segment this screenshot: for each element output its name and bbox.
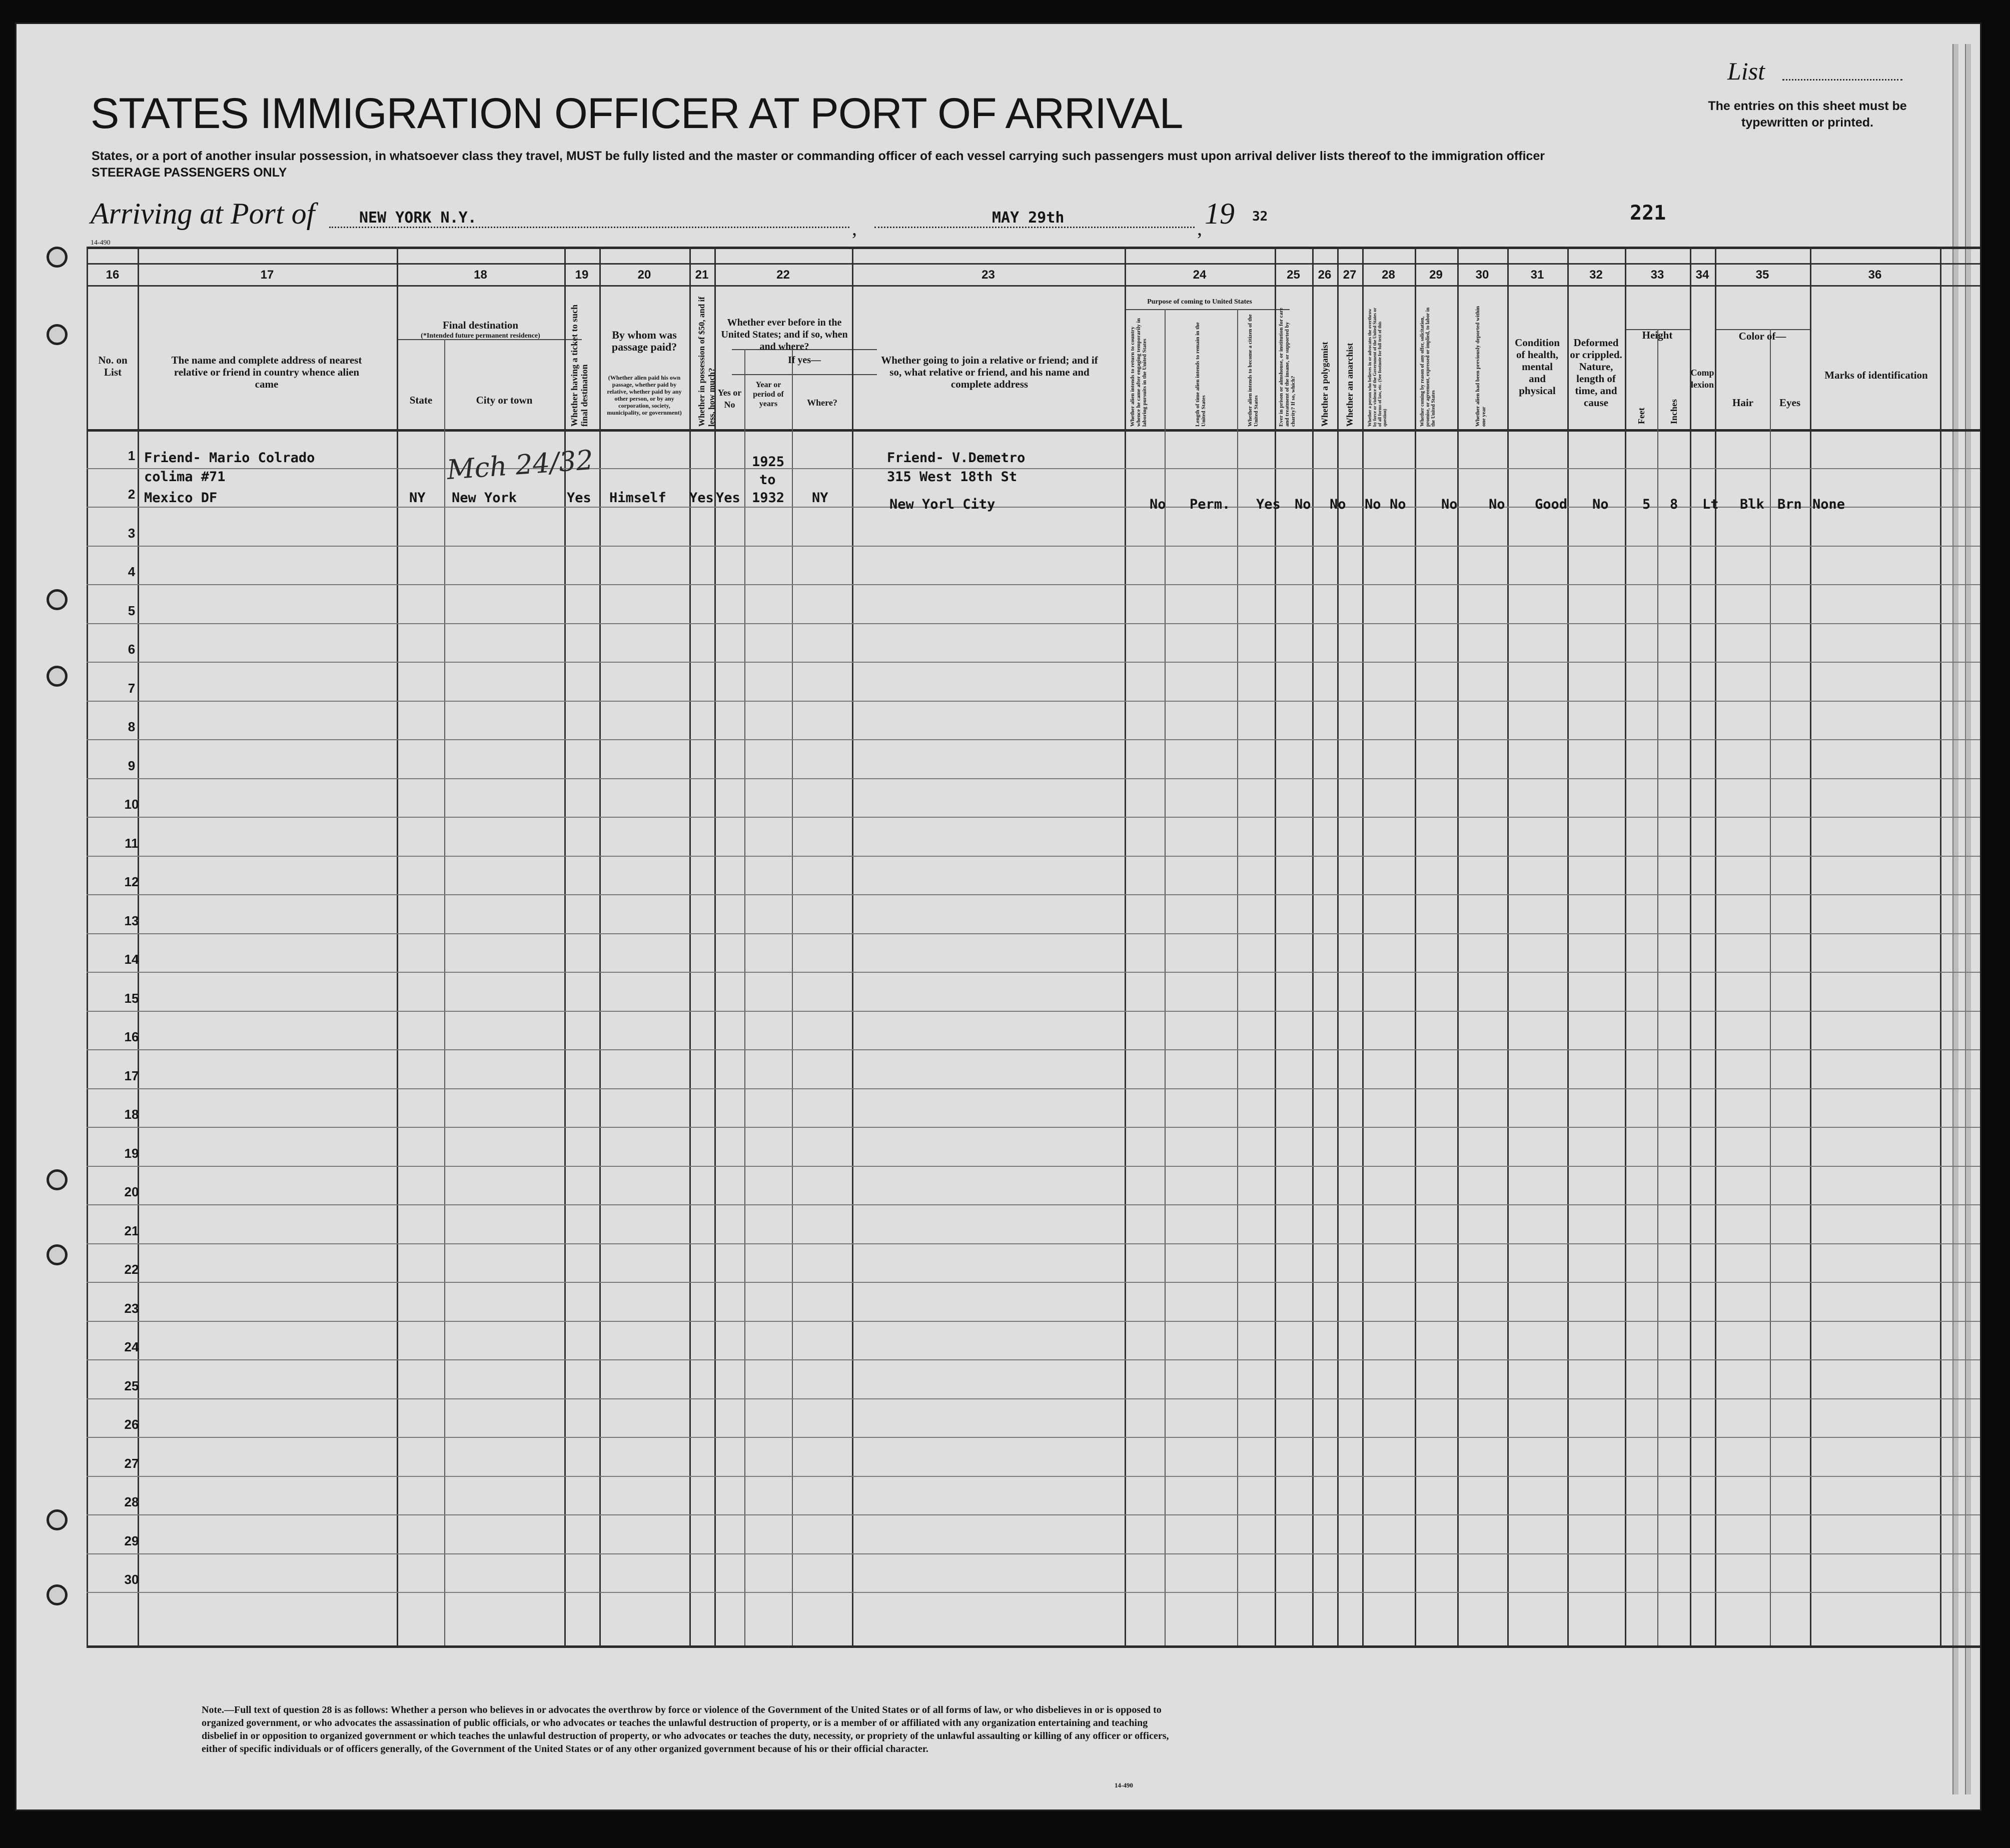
- col-number: 26: [1318, 268, 1332, 282]
- binder-hole: [47, 1244, 68, 1265]
- header-deported: Whether alien had been previously deported within one year: [1475, 306, 1487, 427]
- row-rule: [87, 1127, 1981, 1128]
- entry-length-stay: Perm.: [1190, 497, 1231, 512]
- row-rule: [87, 1553, 1981, 1554]
- col-number: 24: [1193, 268, 1207, 282]
- entry-before-yesno: Yes: [716, 490, 740, 506]
- entry-citizen: Yes: [1256, 497, 1281, 512]
- row-number: 25: [124, 1378, 139, 1393]
- entry-prison: No: [1295, 497, 1311, 512]
- header-final-destination: Final destination: [442, 319, 519, 331]
- row-number: 28: [124, 1494, 139, 1509]
- year-prefix: 19: [1205, 197, 1235, 230]
- entry-relative-line1: Friend- Mario Colrado: [144, 450, 315, 466]
- manifest-sheet: [15, 23, 1981, 1811]
- entry-eyes: Brn: [1777, 497, 1802, 512]
- row-rule: [87, 584, 1981, 585]
- row-rule: [87, 894, 1981, 895]
- col-number: 22: [776, 268, 790, 282]
- entry-join-line1: Friend- V.Demetro: [887, 450, 1026, 466]
- col-number: 18: [474, 268, 487, 282]
- header-overthrow: Whether a person who believes in or advocates the overthrow by force or violence of the Government of the United States or of all forms of law, etc. (See footnote for full text of this question): [1367, 308, 1387, 427]
- entry-join-line2: 315 West 18th St: [887, 469, 1018, 485]
- row-rule: [87, 623, 1981, 624]
- row-number: 23: [124, 1300, 139, 1316]
- binder-hole: [47, 1509, 68, 1530]
- entry-where: NY: [812, 490, 828, 506]
- entry-year-line2: to: [759, 472, 776, 488]
- header-passage-sub: (Whether alien paid his own passage, whether paid by relative, whether paid by any other person, or by any corporation, society, municipality, or government): [607, 374, 682, 416]
- comma: ,: [852, 217, 857, 240]
- binder-hole: [47, 1584, 68, 1605]
- header-deformed: Deformed or crippled. Nature, length of time, and cause: [1570, 337, 1622, 409]
- header-ticket: Whether having a ticket to such final destination: [569, 304, 589, 427]
- binder-hole: [47, 247, 68, 268]
- row-number: 26: [124, 1417, 139, 1432]
- header-possession-50: Whether in possession of $50, and if less, how much?: [697, 297, 716, 427]
- row-number: 17: [124, 1068, 139, 1083]
- date-value: MAY 29th: [992, 209, 1065, 227]
- row-number: 21: [124, 1223, 139, 1238]
- entry-intends-return: No: [1150, 497, 1166, 512]
- row-number: 30: [124, 1572, 139, 1587]
- row-rule: [87, 1204, 1981, 1205]
- row-rule: [87, 739, 1981, 740]
- table-top-border: [87, 247, 1981, 249]
- header-color-of: Color of—: [1738, 330, 1786, 342]
- row-rule: [87, 1437, 1981, 1438]
- col-number: 31: [1530, 268, 1544, 282]
- date-blank: [874, 227, 1195, 228]
- header-anarchist: Whether an anarchist: [1345, 343, 1355, 427]
- comma: ,: [1197, 217, 1202, 240]
- entry-relative-line3: Mexico DF: [144, 490, 218, 506]
- row-number: 22: [124, 1262, 139, 1277]
- header-hair: Hair: [1732, 397, 1753, 409]
- page-title: STATES IMMIGRATION OFFICER AT PORT OF ARRIVAL: [91, 90, 1183, 138]
- header-marks: Marks of identification: [1824, 369, 1928, 381]
- row-rule: [87, 1011, 1981, 1012]
- header-inches: Inches: [1669, 399, 1679, 424]
- header-final-dest-sub: (*Intended future permanent residence): [421, 332, 540, 340]
- header-purpose: Purpose of coming to United States: [1147, 298, 1252, 306]
- row-rule: [87, 507, 1981, 508]
- steerage-label: STEERAGE PASSENGERS ONLY: [92, 166, 287, 180]
- year-suffix: 32: [1252, 209, 1268, 224]
- row-number: 11: [125, 835, 139, 851]
- binder-hole: [47, 324, 68, 345]
- sheet-number: 221: [1630, 202, 1666, 225]
- col-number: 33: [1650, 268, 1664, 282]
- col-number: 21: [695, 268, 709, 282]
- col-number: 30: [1475, 268, 1489, 282]
- header-ever-before: Whether ever before in the United States; and if so, when and where?: [721, 317, 848, 352]
- arriving-label: Arriving at Port of: [91, 197, 315, 230]
- row-rule: [87, 1282, 1981, 1283]
- row-rule: [87, 1088, 1981, 1089]
- header-prison: Ever in prison or almshouse, or institution for care and treatment of the insane, or supported by charity? If so, which?: [1278, 308, 1296, 427]
- entry-year-line1: 1925: [752, 454, 785, 470]
- col-number: 16: [106, 268, 120, 282]
- entry-hair: Blk: [1740, 497, 1764, 512]
- row-rule: [87, 778, 1981, 779]
- header-city: City or town: [476, 394, 533, 406]
- header-join-relative: Whether going to join a relative or friend; and if so, what relative or friend, and his name and complete address: [881, 354, 1098, 390]
- form-code: 14-490: [91, 239, 111, 247]
- handwritten-annotation: Mch 24/32: [446, 444, 594, 486]
- header-feet: Feet: [1636, 408, 1646, 424]
- header-health: Condition of health, mental and physical: [1515, 337, 1560, 397]
- list-blank: [1782, 79, 1902, 81]
- entry-health: Good: [1535, 497, 1568, 512]
- entry-anarchist: No: [1365, 497, 1381, 512]
- row-number: 27: [124, 1455, 139, 1471]
- row-number: 20: [124, 1184, 139, 1199]
- entry-feet: 5: [1642, 497, 1651, 512]
- row-rule: [87, 1166, 1981, 1167]
- col-number: 29: [1429, 268, 1443, 282]
- entry-join-line3: New Yorl City: [889, 497, 995, 512]
- entry-deported: No: [1489, 497, 1505, 512]
- row-rule: [87, 1398, 1981, 1399]
- header-length-stay: Length of time alien intends to remain in the United States: [1195, 322, 1207, 427]
- header-polygamist: Whether a polygamist: [1320, 342, 1330, 427]
- entry-marks: None: [1812, 497, 1845, 512]
- header-intends-return: Whether alien intends to return to country whence he came after engaging temporarily in laboring pursuits in the United States: [1130, 318, 1148, 427]
- row-rule: [87, 701, 1981, 702]
- col-number: 32: [1589, 268, 1603, 282]
- purpose-divider: [1125, 309, 1290, 310]
- page-edge: [1965, 44, 1971, 1794]
- col-number: 36: [1868, 268, 1882, 282]
- header-become-citizen: Whether alien intends to become a citizen of the United States: [1247, 314, 1259, 427]
- row-number: 29: [124, 1533, 139, 1548]
- row-rule: [87, 817, 1981, 818]
- row-number: 1: [128, 448, 136, 463]
- row-number: 14: [124, 952, 139, 967]
- footer-form-code: 14-490: [1115, 1781, 1133, 1789]
- row-rule: [87, 933, 1981, 934]
- entry-paid-by: Himself: [609, 490, 666, 506]
- col-number: 19: [575, 268, 589, 282]
- entry-year-line3: 1932: [752, 490, 785, 506]
- if-yes-divider-2: [732, 374, 877, 375]
- entry-relative-line2: colima #71: [144, 469, 226, 485]
- entry-overthrow: No: [1390, 497, 1406, 512]
- row-number: 18: [124, 1107, 139, 1122]
- entry-inches: 8: [1670, 497, 1678, 512]
- row-rule: [87, 546, 1981, 547]
- row-rule: [87, 1514, 1981, 1515]
- colnum-divider: [87, 263, 1981, 265]
- header-complexion: Complexion: [1690, 368, 1714, 390]
- header-if-yes: If yes—: [787, 355, 821, 366]
- number-row-bottom: [87, 285, 1981, 287]
- binder-hole: [47, 666, 68, 687]
- row-rule: [87, 662, 1981, 663]
- footnote-question-28: Note.—Full text of question 28 is as follows: Whether a person who believes in or advocates the overthrow by force or violence of the Government of the United States or of all forms of law, or who disbelieves in or is opposed to organized government, or who advocates the assassination of public officials, or who advocates or teaches the unlawful destruction of property, or is a member of or affiliated with any organization entertaining and teaching disbelief in or opposition to organized government or which teaches the unlawful destruction of property, or who advocates or teaches the duty, necessity, or propriety of the unlawful assaulting or killing of any officer or officers, either of specific individuals or of officers generally, of the Government of the United States or of any other organized government because of his or their official character.: [202, 1704, 1169, 1754]
- row-rule: [87, 1321, 1981, 1322]
- col-number: 17: [260, 268, 274, 282]
- row-rule: [87, 972, 1981, 973]
- row-number: 6: [128, 642, 136, 657]
- col-number: 34: [1695, 268, 1709, 282]
- row-number: 7: [128, 680, 136, 696]
- entry-labor-offer: No: [1441, 497, 1458, 512]
- subtitle: States, or a port of another insular possession, in whatsoever class they travel, MUST be fully listed and the master or commanding officer of each vessel carrying such passengers must upon arrival deliver lists thereof to the immigration officer: [92, 149, 1545, 163]
- row-number: 12: [124, 874, 139, 889]
- entry-state: NY: [409, 490, 426, 506]
- col-number: 23: [981, 268, 995, 282]
- port-value: NEW YORK N.Y.: [359, 209, 477, 227]
- header-labor-offer: Whether coming by reason of any offer, solicitation, promise, or agreement, expressed or implied, to labor in the United States: [1420, 307, 1436, 427]
- row-rule: [87, 1243, 1981, 1244]
- header-yes-no: Yes or No: [717, 388, 742, 410]
- row-number: 19: [124, 1145, 139, 1161]
- row-number: 16: [124, 1029, 139, 1044]
- header-height: Height: [1642, 329, 1673, 341]
- col-number: 35: [1755, 268, 1769, 282]
- row-number: 4: [128, 564, 136, 579]
- row-number: 15: [124, 990, 139, 1006]
- row-rule: [87, 468, 1981, 469]
- col-number: 25: [1287, 268, 1300, 282]
- binder-hole: [47, 1169, 68, 1190]
- row-number: 2: [128, 487, 136, 502]
- row-number: 8: [128, 719, 136, 734]
- entry-fifty: Yes: [689, 490, 714, 506]
- entries-note: The entries on this sheet must be typewritten or printed.: [1708, 99, 1907, 130]
- header-no-on-list: No. on List: [98, 354, 128, 378]
- header-state: State: [409, 394, 433, 406]
- page-edge: [1952, 44, 1958, 1794]
- table-bottom-border: [87, 1645, 1981, 1648]
- list-label: List: [1727, 57, 1765, 85]
- row-number: 5: [128, 603, 136, 618]
- entry-ticket: Yes: [567, 490, 591, 506]
- col-number: 20: [637, 268, 651, 282]
- row-number: 9: [128, 758, 136, 773]
- row-rule: [87, 1359, 1981, 1360]
- binder-hole: [47, 589, 68, 610]
- row-number: 3: [128, 525, 136, 541]
- header-relative: The name and complete address of nearest relative or friend in country whence alien came: [171, 354, 362, 390]
- header-passage-paid: By whom was passage paid?: [611, 329, 677, 353]
- col-number: 28: [1382, 268, 1395, 282]
- row-number: 13: [124, 913, 139, 928]
- header-year: Year or period of years: [753, 381, 784, 408]
- row-rule: [87, 1476, 1981, 1477]
- row-number: 24: [124, 1339, 139, 1354]
- entry-polygamist: No: [1330, 497, 1346, 512]
- header-where: Where?: [807, 398, 837, 408]
- header-eyes: Eyes: [1779, 397, 1800, 409]
- header-bottom-border: [87, 429, 1981, 432]
- port-blank: [329, 227, 849, 228]
- row-rule: [87, 856, 1981, 857]
- row-number: 10: [124, 797, 139, 812]
- entry-deformed: No: [1592, 497, 1609, 512]
- entry-city: New York: [452, 490, 517, 506]
- row-rule: [87, 1592, 1981, 1593]
- col-number: 27: [1343, 268, 1357, 282]
- entry-complexion: Lt: [1702, 497, 1719, 512]
- row-rule: [87, 1049, 1981, 1050]
